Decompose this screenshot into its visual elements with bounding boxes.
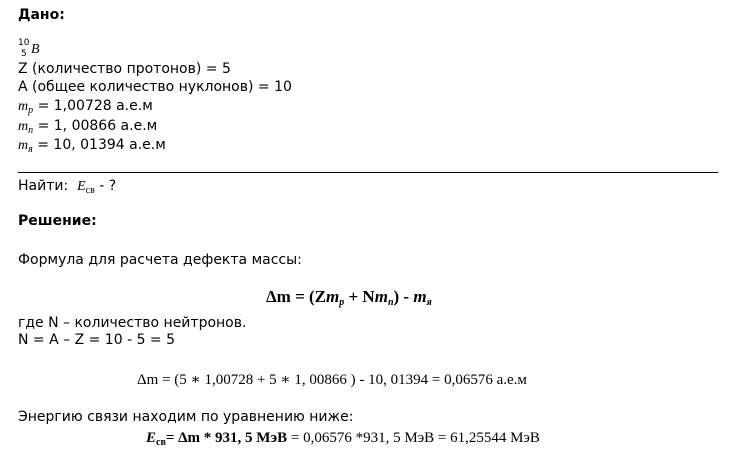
find-label: Найти:	[18, 178, 69, 194]
formula-plus: + N	[344, 287, 375, 306]
neutron-mass-value: = 1, 00866 а.е.м	[33, 118, 158, 134]
energy-subscript: св	[156, 437, 166, 448]
proton-count-line: Z (количество протонов) = 5	[18, 61, 231, 77]
formula-mn-sub: n	[387, 297, 394, 308]
nucleus-mass-subscript: я	[28, 144, 33, 155]
element-symbol: B	[31, 42, 40, 57]
nucleus-mass-symbol: m	[18, 138, 29, 153]
mass-defect-formula	[266, 286, 432, 314]
nucleus-mass-value: = 10, 01394 а.е.м	[32, 137, 166, 153]
formula-my-sub: я	[426, 297, 432, 308]
formula-mp-sub: p	[339, 297, 345, 308]
formula-my: m	[413, 287, 427, 306]
formula-mp: m	[326, 287, 340, 306]
binding-energy-subscript: св	[85, 185, 95, 196]
nuclide-notation	[18, 38, 58, 62]
formula-lhs: Δm = (Z	[266, 287, 327, 306]
mass-number: 10	[18, 38, 30, 48]
energy-result: = 0,06576 *931, 5 МэВ = 61,25544 МэВ	[287, 430, 540, 446]
binding-energy-symbol: E	[77, 179, 86, 194]
neutron-definition: где N – количество нейтронов.	[18, 315, 247, 331]
divider-line	[18, 172, 718, 173]
nucleon-count-line: A (общее количество нуклонов) = 10	[18, 79, 292, 95]
find-line	[18, 177, 116, 200]
atomic-number: 5	[21, 49, 27, 59]
mass-defect-calculation: Δm = (5 ∗ 1,00728 + 5 ∗ 1, 00866 ) - 10, 01394 = 0,06576 а.е.м	[137, 372, 527, 388]
energy-intro: Энергию связи находим по уравнению ниже:	[18, 409, 354, 425]
formula-close: ) -	[393, 287, 414, 306]
neutron-mass-subscript: n	[28, 125, 34, 136]
proton-mass-subscript: p	[28, 105, 34, 116]
proton-mass-symbol: m	[18, 99, 29, 114]
find-unknown: - ?	[94, 178, 117, 194]
formula-intro: Формула для расчета дефекта массы:	[18, 252, 302, 268]
neutron-calculation: N = A – Z = 10 - 5 = 5	[18, 332, 176, 348]
energy-formula-bold: = Δm * 931, 5 МэВ	[165, 430, 288, 446]
nucleus-mass-line	[18, 136, 166, 159]
binding-energy-calculation	[146, 428, 540, 453]
solution-heading: Решение:	[18, 213, 97, 229]
given-heading: Дано:	[18, 7, 65, 23]
proton-mass-value: = 1,00728 а.е.м	[33, 98, 153, 114]
neutron-mass-symbol: m	[18, 119, 29, 134]
energy-symbol: E	[146, 430, 157, 446]
formula-mn: m	[374, 287, 388, 306]
